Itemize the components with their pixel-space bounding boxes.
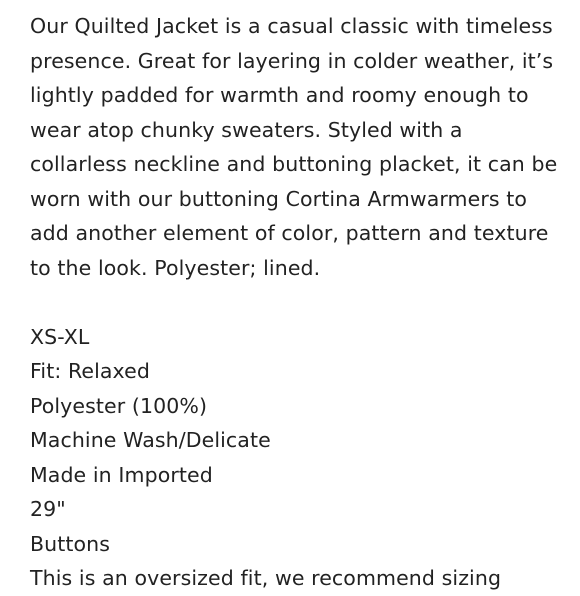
description-line: to the look. Polyester; lined. xyxy=(30,255,321,280)
description-line: lightly padded for warmth and roomy enough to xyxy=(30,83,529,107)
description-line: collarless neckline and buttoning placket, it can be xyxy=(30,152,558,176)
product-description xyxy=(30,9,560,596)
care-spec: Machine Wash/Delicate xyxy=(30,428,271,452)
material-spec: Polyester (100%) xyxy=(30,393,208,418)
paragraph-spacer xyxy=(30,285,560,320)
length-spec: 29" xyxy=(30,497,66,521)
fit-spec: Fit: Relaxed xyxy=(30,359,150,383)
fit-note: This is an oversized fit, we recommend sizing xyxy=(30,566,502,590)
description-line: Our Quilted Jacket is a casual classic with timeless xyxy=(30,14,553,38)
size-range: XS-XL xyxy=(30,324,90,349)
closure-spec: Buttons xyxy=(30,531,111,556)
description-line: presence. Great for layering in colder weather, it’s xyxy=(30,48,554,73)
description-line: worn with our buttoning Cortina Armwarmers to xyxy=(30,186,528,211)
description-line: add another element of color, pattern and texture xyxy=(30,221,549,245)
origin-spec: Made in Imported xyxy=(30,462,213,487)
description-line: wear atop chunky sweaters. Styled with a xyxy=(30,117,463,142)
